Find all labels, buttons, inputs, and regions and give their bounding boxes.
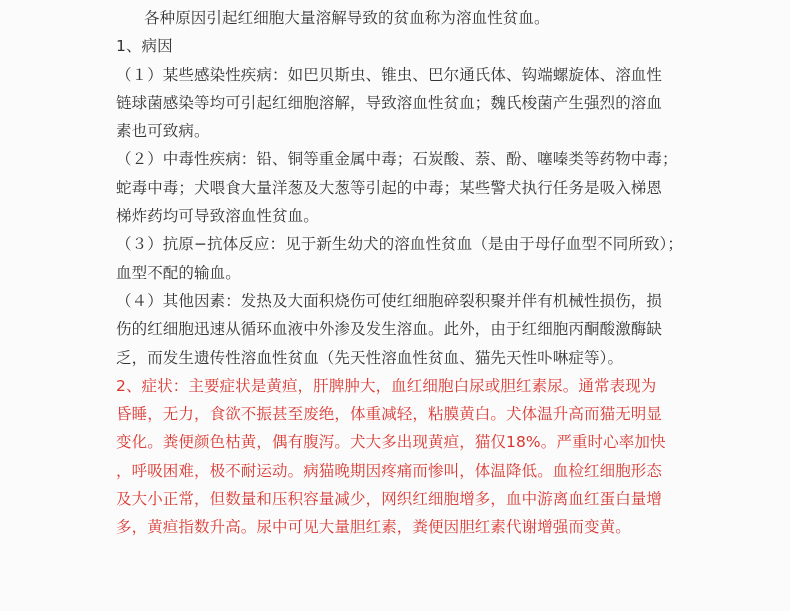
cause-line: 血型不配的输血。 <box>116 263 241 282</box>
cause-line: （４）其他因素：发热及大面积烧伤可使红细胞碎裂积聚并伴有机械性损伤，损 <box>116 291 663 310</box>
cause-line: （３）抗原−抗体反应：见于新生幼犬的溶血性贫血（是由于母仔血型不同所致）； <box>116 235 683 254</box>
causes-heading: 1、病因 <box>116 37 173 56</box>
cause-line: 乏，而发生遗传性溶血性贫血（先天性溶血性贫血、猫先天性卟啉症等）。 <box>116 348 624 367</box>
cause-line: （１）某些感染性疾病：如巴贝斯虫、锥虫、巴尔通氏体、钩端螺旋体、溶血性 <box>116 65 663 84</box>
symptom-line: 及大小正常，但数量和压积容量减少，网织红细胞增多，血中游离血红蛋白量增 <box>116 490 663 509</box>
symptom-line: 2、症状：主要症状是黄疸，肝脾肿大，血红细胞白尿或胆红素尿。通常表现为 <box>116 376 657 395</box>
symptom-line: ，呼吸困难，极不耐运动。病猫晚期因疼痛而惨叫，体温降低。血检红细胞形态 <box>116 461 663 480</box>
cause-line: （２）中毒性疾病：铅、铜等重金属中毒；石炭酸、萘、酚、噻嗪类等药物中毒； <box>116 150 678 169</box>
cause-line: 素也可致病。 <box>116 122 210 141</box>
cause-line: 链球菌感染等均可引起红细胞溶解，导致溶血性贫血；魏氏梭菌产生强烈的溶血 <box>116 93 663 112</box>
cause-line: 蛇毒中毒；犬喂食大量洋葱及大葱等引起的中毒；某些警犬执行任务是吸入梯恩 <box>116 178 663 197</box>
cause-line: 梯炸药均可导致溶血性贫血。 <box>116 207 319 226</box>
symptom-line: 变化。粪便颜色枯黄，偶有腹泻。犬大多出现黄疸，猫仅18%。严重时心率加快 <box>116 433 666 452</box>
symptom-line: 多，黄疸指数升高。尿中可见大量胆红素，粪便因胆红素代谢增强而变黄。 <box>116 518 631 537</box>
cause-line: 伤的红细胞迅速从循环血液中外渗及发生溶血。此外，由于红细胞丙酮酸激酶缺 <box>116 320 663 339</box>
symptom-line: 昏睡，无力，食欲不振甚至废绝，体重减轻，粘膜黄白。犬体温升高而猫无明显 <box>116 405 663 424</box>
intro-paragraph: 各种原因引起红细胞大量溶解导致的贫血称为溶血性贫血。 <box>144 9 550 27</box>
